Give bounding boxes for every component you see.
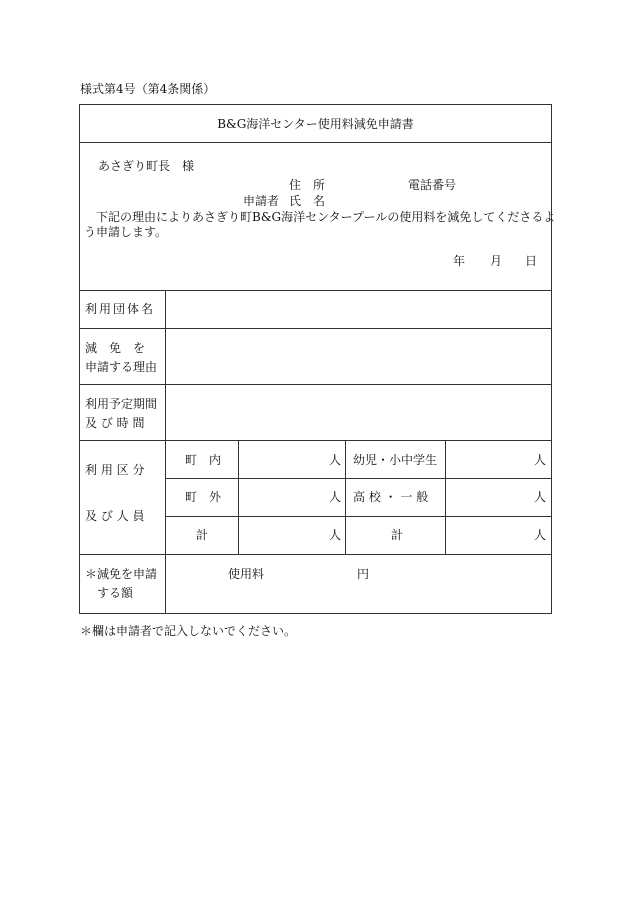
- divider: [79, 554, 552, 555]
- date-year: 年: [453, 254, 466, 268]
- address-label: 住 所: [289, 178, 326, 192]
- divider: [79, 142, 552, 143]
- divider: [238, 440, 239, 554]
- date-month: 月: [490, 254, 503, 268]
- request-text-line1: 下記の理由によりあさぎり町B&G海洋センタープールの使用料を減免してくださるよ: [96, 210, 556, 224]
- divider: [345, 440, 346, 554]
- unit-label: 人: [328, 490, 341, 504]
- name-label: 氏 名: [289, 194, 326, 208]
- reason-label-line1: 減 免 を: [85, 341, 146, 355]
- addressee: あさぎり町長 様: [98, 159, 195, 173]
- divider: [445, 440, 446, 554]
- form-title: B&G海洋センター使用料減免申請書: [217, 117, 414, 131]
- total-label: 計: [196, 528, 209, 542]
- unit-label: 人: [533, 490, 546, 504]
- unit-label: 人: [533, 453, 546, 467]
- adult-label: 高 校 ・ 一 般: [353, 490, 429, 504]
- divider: [165, 478, 552, 479]
- applicant-label: 申請者: [243, 194, 280, 208]
- period-label-line2: 及 び 時 間: [85, 416, 145, 430]
- form-number: 様式第4号（第4条関係）: [80, 82, 216, 96]
- out-town-label: 町 外: [185, 490, 222, 504]
- yen-label: 円: [357, 567, 370, 581]
- divider: [79, 384, 552, 385]
- phone-label: 電話番号: [408, 178, 457, 192]
- divider: [165, 516, 552, 517]
- divider: [165, 290, 166, 614]
- fee-label: 使用料: [228, 567, 265, 581]
- amount-label-line2: する額: [97, 586, 134, 600]
- request-text-line2: う申請します。: [84, 225, 168, 239]
- unit-label: 人: [328, 528, 341, 542]
- category-label-line1: 利 用 区 分: [85, 463, 145, 477]
- in-town-label: 町 内: [185, 453, 222, 467]
- date-day: 日: [525, 254, 538, 268]
- total2-label: 計: [391, 528, 404, 542]
- period-label-line1: 利用予定期間: [85, 397, 158, 411]
- amount-label-line1: ＊減免を申請: [85, 567, 158, 581]
- unit-label: 人: [533, 528, 546, 542]
- unit-label: 人: [328, 453, 341, 467]
- child-label: 幼児・小中学生: [353, 453, 438, 467]
- organization-label: 利用団体名: [85, 302, 156, 316]
- category-label-line2: 及 び 人 員: [85, 509, 145, 523]
- divider: [79, 440, 552, 441]
- footnote: ＊欄は申請者で記入しないでください。: [80, 624, 297, 638]
- divider: [79, 328, 552, 329]
- divider: [79, 290, 552, 291]
- reason-label-line2: 申請する理由: [85, 360, 158, 374]
